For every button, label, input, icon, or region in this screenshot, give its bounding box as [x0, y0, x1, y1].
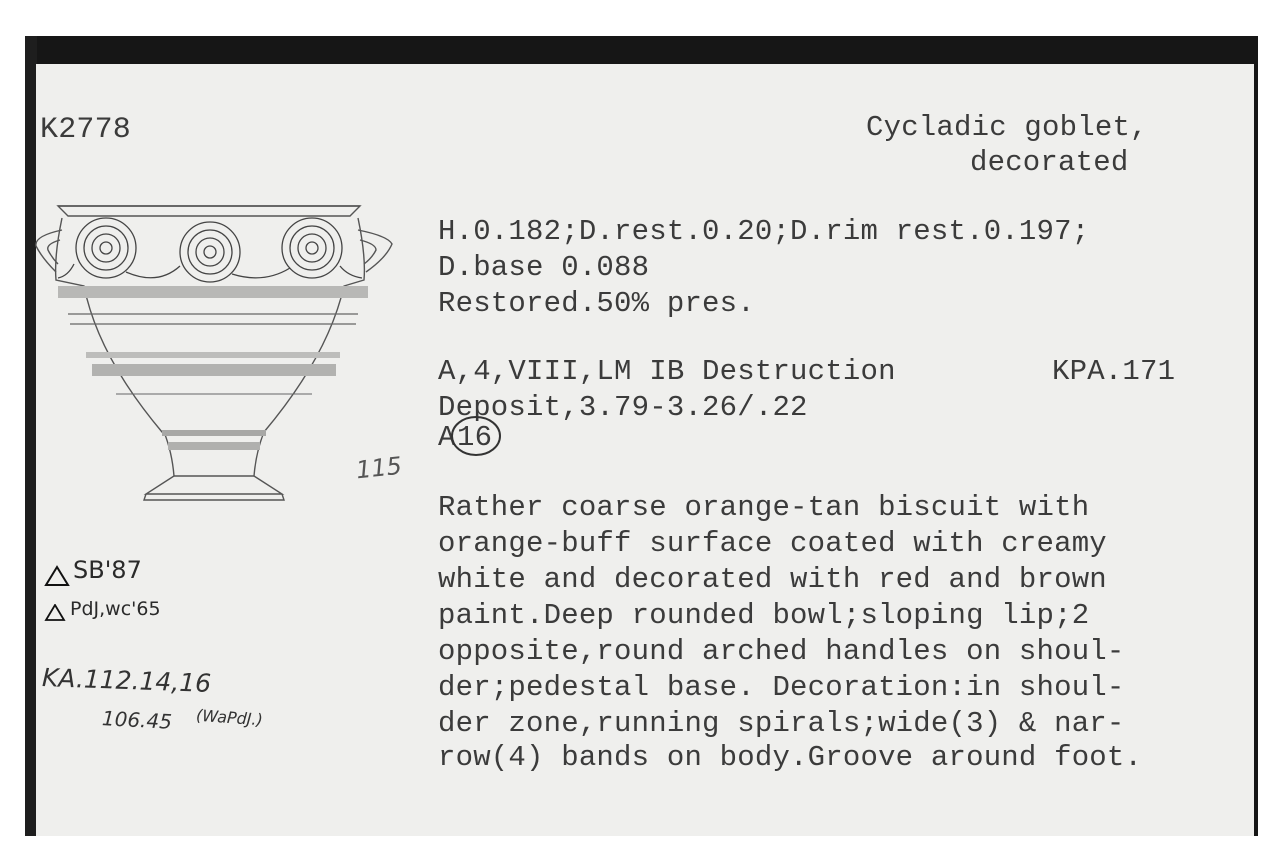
find-number-circled: 16: [457, 421, 493, 454]
catalog-number: K2778: [40, 113, 132, 147]
preservation-line: Restored.50% pres.: [438, 287, 755, 320]
handwritten-note-sb: SB'87: [73, 556, 142, 584]
findspot-line: A,4,VIII,LM IB Destruction: [438, 355, 896, 388]
description-line-1: Rather coarse orange-tan biscuit with: [438, 491, 1090, 524]
description-line-2: orange-buff surface coated with creamy: [438, 527, 1107, 560]
spiral-frieze: [58, 218, 362, 282]
description-line-6: der;pedestal base. Decoration:in shoul-: [438, 671, 1125, 704]
object-title-line1: Cycladic goblet,: [866, 111, 1148, 144]
description-line-7: der zone,running spirals;wide(3) & nar-: [438, 707, 1125, 740]
body-bands: [58, 286, 368, 450]
goblet-drawing: [28, 196, 400, 510]
handwritten-note-pdj: PdJ,wc'65: [70, 598, 161, 620]
description-line-8: row(4) bands on body.Groove around foot.: [438, 741, 1143, 774]
handwritten-ka-line2: 106.45: [101, 706, 173, 734]
circle-mark-icon: [448, 414, 504, 458]
description-line-3: white and decorated with red and brown: [438, 563, 1107, 596]
kpa-number: KPA.171: [1052, 355, 1176, 388]
dimensions-line-2: D.base 0.088: [438, 251, 650, 284]
object-title-line2: decorated: [970, 146, 1129, 179]
handwritten-ka-line1: KA.112.14,16: [41, 663, 212, 698]
find-prefix: A: [438, 421, 456, 454]
margin-pencil-number: 115: [354, 451, 404, 485]
triangle-icon: [44, 565, 70, 587]
description-line-4: paint.Deep rounded bowl;sloping lip;2: [438, 599, 1090, 632]
handwritten-ka-initials: (WaPdJ.): [195, 705, 264, 730]
scan-border-right: [1254, 36, 1258, 836]
dimensions-line-1: H.0.182;D.rest.0.20;D.rim rest.0.197;: [438, 215, 1090, 248]
triangle-icon: [44, 604, 66, 622]
description-line-5: opposite,round arched handles on shoul-: [438, 635, 1125, 668]
deposit-line: Deposit,3.79-3.26/.22: [438, 391, 808, 424]
